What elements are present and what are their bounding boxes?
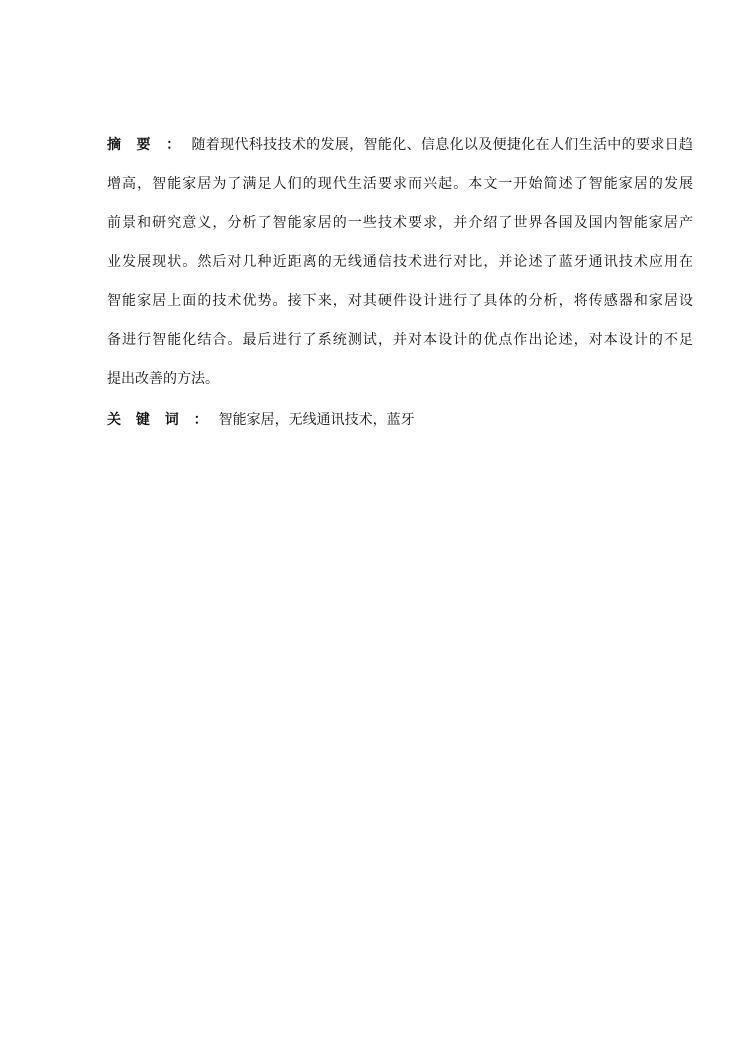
abstract-text: 提出改善的方法。	[107, 371, 219, 387]
abstract-line-2	[107, 170, 693, 209]
abstract-text: 前景和研究意义，分析了智能家居的一些技术要求，并介绍了世界各国及国内智能家居产	[107, 215, 693, 231]
keywords-section	[107, 405, 415, 435]
abstract-section	[107, 131, 693, 404]
abstract-text: 增高，智能家居为了满足人们的现代生活要求而兴起。本文一开始简述了智能家居的发展	[107, 176, 693, 192]
abstract-line-7	[107, 365, 693, 404]
abstract-line-1	[107, 131, 693, 170]
abstract-line-4	[107, 248, 693, 287]
abstract-text: 业发展现状。然后对几种近距离的无线通信技术进行对比，并论述了蓝牙通讯技术应用在	[107, 254, 693, 270]
keywords-label: 关 键 词 ：	[107, 412, 213, 428]
abstract-line-3	[107, 209, 693, 248]
abstract-label: 摘 要 ：	[107, 137, 186, 153]
abstract-text: 智能家居上面的技术优势。接下来，对其硬件设计进行了具体的分析，将传感器和家居设	[107, 293, 693, 309]
keywords-text: 智能家居，无线通讯技术，蓝牙	[218, 412, 415, 428]
abstract-text: 备进行智能化结合。最后进行了系统测试，并对本设计的优点作出论述，对本设计的不足	[107, 332, 693, 348]
abstract-line-6	[107, 326, 693, 365]
abstract-line-5	[107, 287, 693, 326]
abstract-text: 随着现代科技技术的发展，智能化、信息化以及便捷化在人们生活中的要求日趋	[191, 137, 693, 153]
